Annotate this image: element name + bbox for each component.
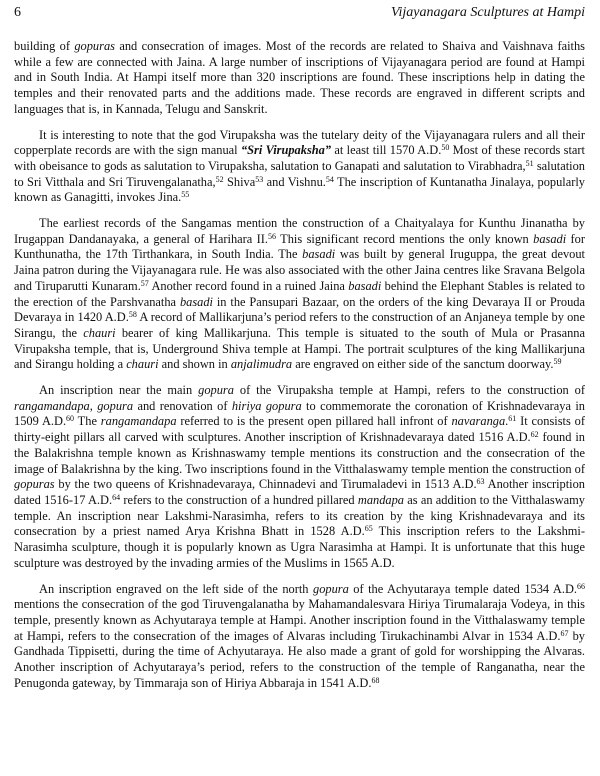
text-run: in the Pansupari Bazaar, on the orders of the king Devaraya II or Prouda Devaraya in 1420 A.D. xyxy=(14,294,585,325)
text-run: A record of Mallikarjuna’s period refers to the construction of an Anjaneya temple by one Sirangu, the xyxy=(14,310,585,340)
footnote-ref: 51 xyxy=(525,158,534,168)
text-run: are engraved on either side of the sanctum doorway. xyxy=(292,357,554,372)
text-run: as an addition to the Vitthalaswamy temple. An inscription near Lakshmi-Narasimha, refers to its creation by the king Krishnadevaraya and its consecration by a priest named Arya Krishna Bhatt in 1528 A.D. xyxy=(14,492,585,539)
text-run: for Kunthunatha, the 17th Tirthankara, in South India. The xyxy=(14,231,585,262)
italic-term: navaranga xyxy=(451,414,506,429)
italic-term: gopuras xyxy=(74,39,115,53)
paragraph xyxy=(14,216,585,373)
italic-term: chauri xyxy=(83,325,116,340)
text-run: bearer of king Mallikarjuna. This temple is situated to the south of Mula or Prasanna Virupaksha temple, that is, Underground Shiva temple at Hampi. The portrait sculptures of the king Mallikarjuna and Sirangu holding a xyxy=(14,325,585,372)
text-run: It is interesting to note that the god Virupaksha was the tutelary deity of the Vijayanagara rulers and all their copperplate records are with the sign manual xyxy=(14,127,585,158)
text-run: by the two queens of Krishnadevaraya, Chinnadevi and Tirumaladevi in 1513 A.D. xyxy=(54,477,477,492)
footnote-ref: 63 xyxy=(476,477,485,487)
text-run: The earliest records of the Sangamas mention the construction of a Chaityalaya for Kunthu Jinanatha by Irugappan Dandanayaka, a general of Harihara II. xyxy=(14,216,585,246)
italic-term: gopura xyxy=(198,383,234,398)
text-run: It consists of thirty-eight pillars all carved with sculptures. Another inscription of Krishnadevaraya dated 1516 A.D. xyxy=(14,414,585,445)
text-run: Shiva xyxy=(223,174,256,189)
text-run: refers to the construction of a hundred pillared xyxy=(120,492,358,507)
text-run: and Vishnu. xyxy=(263,174,326,189)
text-run: The xyxy=(74,414,101,429)
footnote-ref: 65 xyxy=(364,524,373,534)
italic-term: rangamandapa xyxy=(100,414,177,429)
text-run: was built by general Iruguppa, the great devout Jaina patron during the Vijayanagara rule. He was also associated with the other Jaina centres like Sravana Belgola and Tiruparutti Kunaram. xyxy=(14,247,585,293)
italic-term: basadi xyxy=(302,247,336,262)
italic-term: rangamandapa xyxy=(14,398,90,413)
footnote-ref: 68 xyxy=(371,675,380,685)
text-run: Another inscription dated 1516-17 A.D. xyxy=(14,477,585,507)
text-run: An inscription engraved on the left side of the north xyxy=(39,581,313,596)
italic-term: mandapa xyxy=(357,492,404,507)
text-run: This significant record mentions the only known xyxy=(276,231,534,246)
italic-term: basadi xyxy=(348,278,382,293)
text-run: An inscription near the main xyxy=(39,383,199,398)
italic-term: anjalimudra xyxy=(230,357,293,372)
text-run: The inscription of Kuntanatha Jinalaya, popularly known as Ganagitti, invokes Jina. xyxy=(14,174,585,205)
text-run: behind the Elephant Stables is related to the erection of the Parshvanatha xyxy=(14,278,586,309)
footnote-ref: 52 xyxy=(215,174,224,184)
text-run: Most of these records start with obeisance to gods as salutation to Virupaksha, salutation to Ganapati and salutation to Virabhadra, xyxy=(14,143,585,173)
footnote-ref: 50 xyxy=(441,143,450,153)
italic-term: gopura xyxy=(313,581,349,596)
italic-term: “Sri Virupaksha” xyxy=(240,143,332,158)
italic-term: hiriya gopura xyxy=(231,398,302,413)
italic-term: chauri xyxy=(126,357,159,372)
text-run: and consecration of images. Most of the records are related to Shaiva and Vaishnava faiths while a few are connected with Jaina. A large number of inscriptions of Vijayanagara period are found at Hampi and in South India. At Hampi itself more than 320 inscriptions are found. These inscriptions help in dating the temples and their renovated parts and the additions made. These records are engraved in different scripts and languages that is, in Kannada, Telugu and Sanskrit. xyxy=(14,39,585,116)
text-run: of the Virupaksha temple at Hampi, refers to the construction of xyxy=(233,383,585,398)
footnote-ref: 61 xyxy=(508,414,517,424)
paragraph xyxy=(14,128,585,207)
footnote-ref: 59 xyxy=(553,357,562,367)
text-run: , xyxy=(89,398,98,413)
paragraph xyxy=(14,383,585,571)
text-run: to commemorate the coronation of Krishnadevaraya in 1509 A.D. xyxy=(14,398,585,429)
text-run: referred to is the present open pillared hall infront of xyxy=(176,414,452,429)
footnote-ref: 60 xyxy=(66,414,75,424)
page-number: 6 xyxy=(14,5,21,20)
text-run: by Gandhada Tippisetti, during the time of Achyutaraya. He also made a grant of gold for worshipping the Alvaras. Another inscription of Achyutaraya’s period, refers to the construction of the temple of Ranganatha, near the Penugonda gateway, by Timmaraja son of Hiriya Abbaraja in 1541 A.D. xyxy=(14,628,585,690)
text-run: and renovation of xyxy=(133,398,232,413)
body-text xyxy=(14,39,585,691)
text-run: and shown in xyxy=(158,357,231,372)
footnote-ref: 56 xyxy=(268,231,276,241)
italic-term: basadi xyxy=(179,294,213,309)
footnote-ref: 67 xyxy=(560,628,569,638)
footnote-ref: 66 xyxy=(577,581,586,591)
text-run: Another record found in a ruined Jaina xyxy=(148,278,349,293)
text-run: building of xyxy=(14,39,75,53)
footnote-ref: 58 xyxy=(128,310,137,320)
text-run: salutation to Sri Vitthala and Sri Tiruvengalanatha, xyxy=(14,158,585,189)
footnote-ref: 53 xyxy=(255,174,264,184)
page-header xyxy=(14,5,585,27)
footnote-ref: 64 xyxy=(112,492,121,502)
italic-term: basadi xyxy=(533,231,567,246)
paragraph xyxy=(14,39,585,118)
italic-term: gopura xyxy=(97,398,134,413)
footnote-ref: 54 xyxy=(325,174,334,184)
footnote-ref: 62 xyxy=(530,430,539,440)
paragraph xyxy=(14,582,585,692)
text-run: mentions the consecration of the god Tiruvengalanatha by Mahamandalesvara Hiriya Tirumalaraja Vodeya, in this temple, presently known as Achyutaraya temple at Hampi. Another inscription found in the Vitthalaswamy temple at Hampi, refers to the consecration of the images of Alvaras including Tirukachinambi Alvar in 1534 A.D. xyxy=(14,597,585,643)
italic-term: gopuras xyxy=(14,477,55,492)
running-title: Vijayanagara Sculptures at Hampi xyxy=(390,5,585,20)
text-run: This inscription refers to the Lakshmi-Narasimha sculpture, though it is popularly known as Ugra Narasimha at Hampi. It is unfortunate that this huge sculpture was destroyed by the invading armies of the Muslims in 1565 A.D. xyxy=(14,524,585,570)
text-run: of the Achyutaraya temple dated 1534 A.D. xyxy=(348,581,578,596)
footnote-ref: 55 xyxy=(181,190,190,200)
text-run: . xyxy=(505,414,509,429)
footnote-ref: 57 xyxy=(140,278,149,288)
text-run: at least till 1570 A.D. xyxy=(331,143,442,158)
text-run: found in the Balakrishna temple known as Krishnaswamy temple mentions its construction and the consecration of the image of Balakrishna by the king. Two inscriptions found in the Vitthalaswamy temple mention the construction of xyxy=(14,430,585,476)
